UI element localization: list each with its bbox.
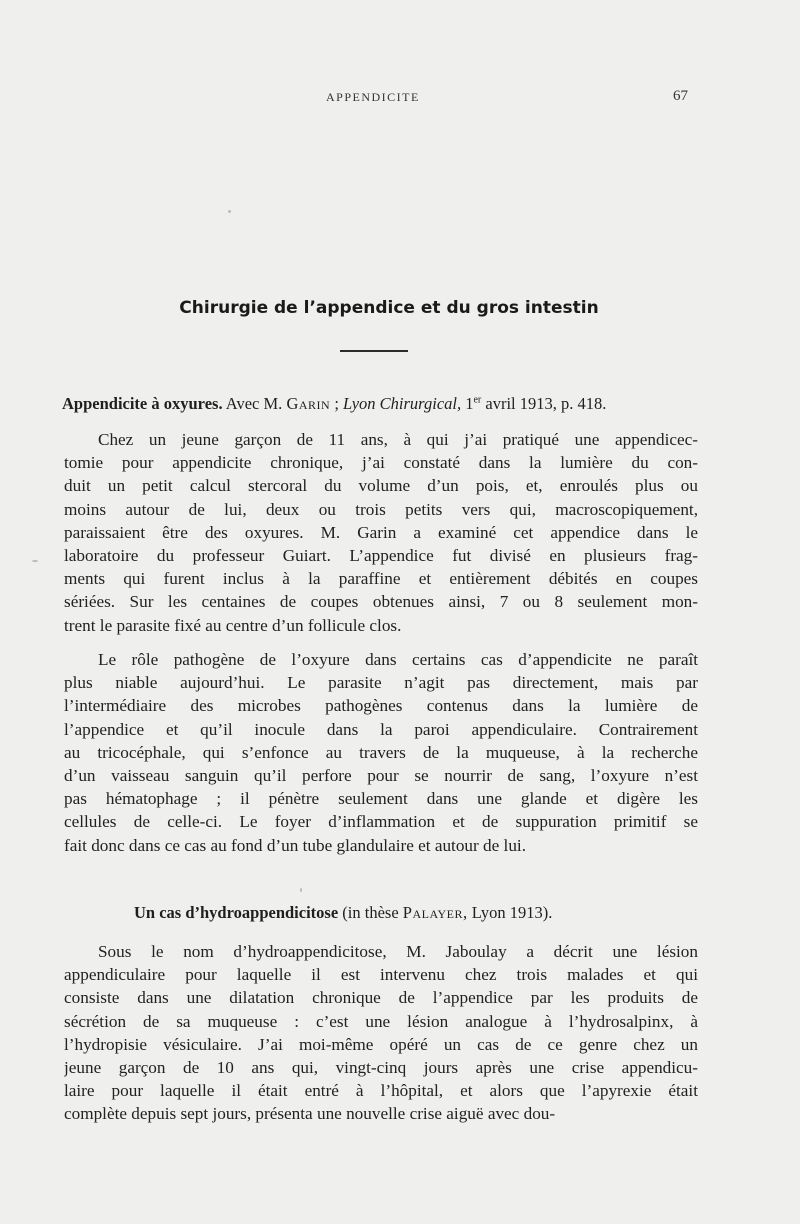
section1-date-sup: er [473,394,482,406]
text-line: tomie pour appendicite chronique, j’ai constaté dans la lumière du con- [64,453,698,473]
text-line: trent le parasite fixé au centre d’un follicule clos. [64,615,402,635]
text-line: fait donc dans ce cas au fond d’un tube glandulaire et autour de lui. [64,835,526,855]
section1-author: Garin [286,394,331,413]
section2-citation-prefix: (in thèse [342,903,399,922]
section1-separator: ; [334,394,339,413]
text-line: sériées. Sur les centaines de coupes obtenues ainsi, 7 ou 8 seulement mon- [64,592,698,612]
title-rule [340,350,408,352]
text-line: l’intermédiaire des microbes pathogènes contenus dans la lumière de [64,696,698,716]
text-line: Chez un jeune garçon de 11 ans, à qui j’ai pratiqué une appendicec- [98,430,698,449]
text-line: pas hématophage ; il pénètre seulement dans une glande et digère les [64,789,698,809]
section1-heading [62,394,702,414]
text-line: duit un petit calcul stercoral du volume d’un pois, et, enroulés plus ou [64,476,698,496]
section2-paragraph1 [64,940,698,1126]
text-line: appendiculaire pour laquelle il est intervenu chez trois malades et qui [64,965,698,985]
text-line: laboratoire du professeur Guiart. L’appendice fut divisé en plusieurs frag- [64,545,698,565]
paper-speck [300,888,302,892]
section2-heading [134,903,552,923]
section1-journal: Lyon Chirurgical, [343,394,462,413]
text-line: ments qui furent inclus à la paraffine et entièrement débités en coupes [64,569,698,589]
section1-title: Appendicite à oxyures. [62,394,223,413]
text-line: complète depuis sept jours, présenta une nouvelle crise aiguë avec dou- [64,1104,556,1124]
page-number: 67 [673,88,688,104]
text-line: d’un vaisseau sanguin qu’il perfore pour se nourrir de sang, l’oxyure n’est [64,765,698,785]
section1-date-rest: avril 1913, p. 418. [485,394,607,413]
text-line: Le rôle pathogène de l’oxyure dans certains cas d’appendicite ne paraît [98,650,698,669]
section1-author-prefix: Avec M. [225,394,283,413]
section1-paragraph1 [64,428,698,637]
paper-speck [228,210,231,213]
text-line: laire pour laquelle il était entré à l’hôpital, et alors que l’apyrexie était [64,1081,698,1101]
text-line: l’appendice et qu’il inocule dans la paroi appendiculaire. Contrairement [64,719,698,739]
text-line: Sous le nom d’hydroappendicitose, M. Jaboulay a décrit une lésion [98,942,698,961]
text-line: consiste dans une dilatation chronique de l’appendice par les produits de [64,988,698,1008]
text-line: plus niable aujourd’hui. Le parasite n’agit pas directement, mais par [64,673,698,693]
text-line: sécrétion de sa muqueuse : c’est une lésion analogue à l’hydrosalpinx, à [64,1011,698,1031]
section2-citation-rest: Lyon 1913). [471,903,553,922]
paper-speck [32,560,38,562]
chapter-title: Chirurgie de l’appendice et du gros intestin [179,298,599,318]
section1-date-day: 1 [465,394,474,413]
section2-title: Un cas d’hydroappendicitose [134,903,339,922]
text-line: l’hydropisie vésiculaire. J’ai moi-même opéré un cas de ce genre chez un [64,1034,698,1054]
text-line: paraissaient être des oxyures. M. Garin a examiné cet appendice dans le [64,522,698,542]
text-line: au tricocéphale, qui s’enfonce au travers de la muqueuse, à la recherche [64,742,698,762]
running-head: APPENDICITE [326,90,420,104]
text-line: moins autour de lui, deux ou trois petits vers qui, macroscopiquement, [64,499,698,519]
section2-citation-author: Palayer, [402,903,468,922]
text-line: jeune garçon de 10 ans qui, vingt-cinq jours après une crise appendicu- [64,1057,698,1077]
section1-paragraph2 [64,648,698,857]
text-line: cellules de celle-ci. Le foyer d’inflammation et de suppuration primitif se [64,812,698,832]
